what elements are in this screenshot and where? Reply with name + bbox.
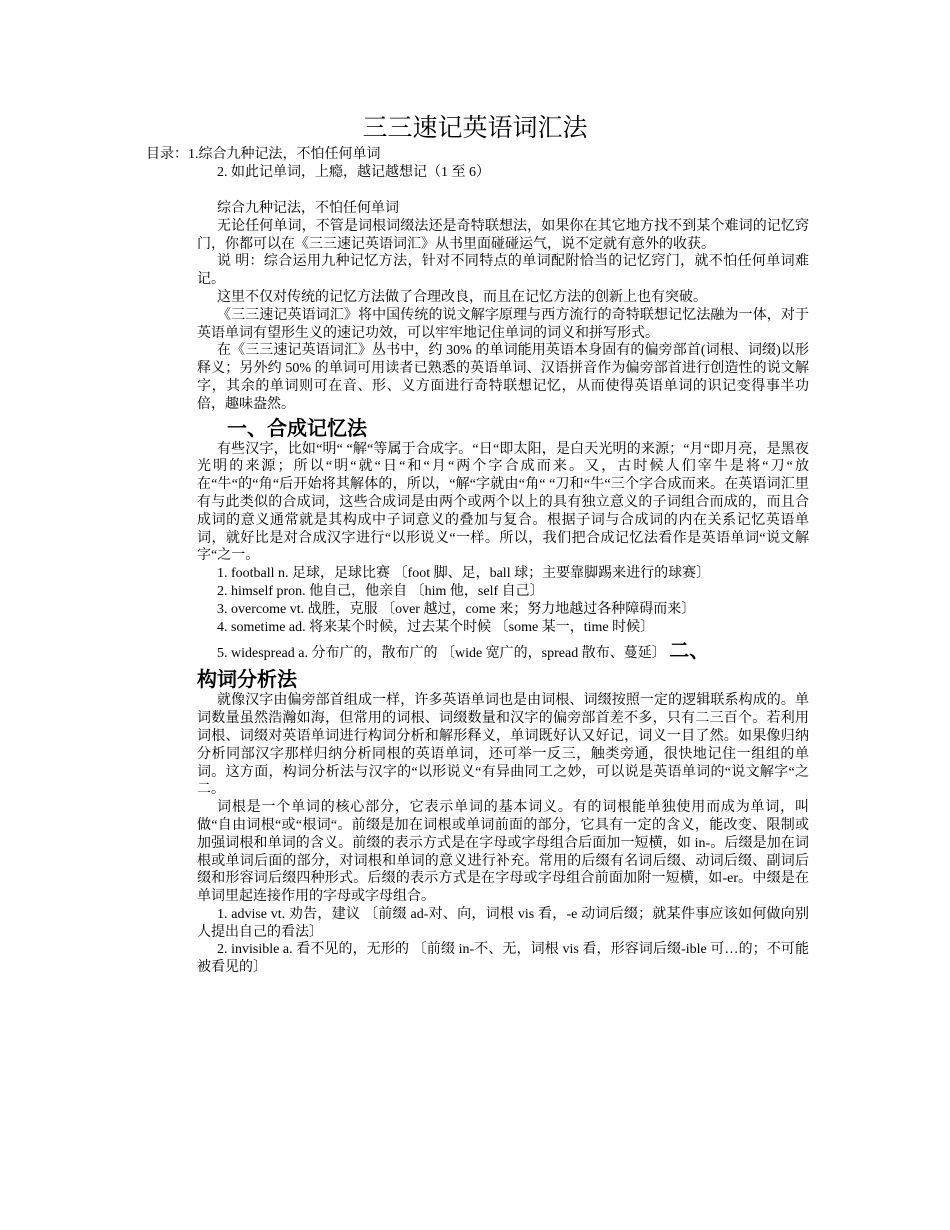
example-item: 1. advise vt. 劝告，建议 〔前缀 ad-对、向，词根 vis 看，-e 动词后缀；就某件事应该如何做向别人提出自己的看法〕 <box>197 906 809 940</box>
example-item: 5. widespread a. 分布广的，散布广的 〔wide 宽广的，spread 散布、蔓延〕 <box>217 646 666 662</box>
toc-label: 目录： <box>146 147 188 162</box>
section2-heading-part1: 二、 <box>669 638 710 663</box>
section2-heading-part2: 构词分析法 <box>197 667 297 692</box>
example-item: 3. overcome vt. 战胜，克服 〔over 越过，come 来；努力地越过各种障碍而来〕 <box>217 601 696 617</box>
example-item-with-heading <box>197 636 809 668</box>
toc-row-1 <box>146 146 806 164</box>
paragraph: 词根是一个单词的核心部分，它表示单词的基本词义。有的词根能单独使用而成为单词，叫做“自由词根“或“根词“。前缀是加在词根或单词前面的部分，它具有一定的含义，能改变、限制或加强词根和单词的含义。前缀的表示方式是在字母或字母组合后面加一短横，如 in-。后缀是加在词根或单词后面的部分，对词根和单词的意义进行补充。常用的后缀有名词后缀、动词后缀、副词后缀和形容词后缀四种形式。后缀的表示方式是在字母或字母组合前面加附一短横，如-er。中缀是在单词里起连接作用的字母或字母组合。 <box>197 800 809 905</box>
example-item: 2. invisible a. 看不见的，无形的 〔前缀 in-不、无，词根 vis 看，形容词后缀-ible 可…的；不可能被看见的〕 <box>197 942 809 976</box>
toc-item-1: 1.综合九种记法，不怕任何单词 <box>188 147 381 162</box>
example-item: 4. sometime ad. 将来某个时候，过去某个时候 〔some 某一，time 时候〕 <box>217 619 655 635</box>
document-body <box>197 200 809 977</box>
paragraph: 有些汉字，比如“明“ “解“等属于合成字。“日“即太阳，是白天光明的来源；“月“即月亮，是黑夜光明的来源；所以“明“就“日“和“月“两个字合成而来。又，古时候人们宰牛是将“刀“放在“牛“的“角“后开始将其解体的，所以，“解“字就由“角“ “刀和“牛“三个字合成而来。在英语词汇里有与此类似的合成词，这些合成词是由两个或两个以上的具有独立意义的子词组合而成的，而且合成词的意义通常就是其构成中子词意义的叠加与复合。根据子词与合成词的内在关系记忆英语单词，就好比是对合成汉字进行“以形说义“一样。所以，我们把合成记忆法看作是英语单词“说文解字“之一。 <box>197 441 809 564</box>
section1-heading: 一、合成记忆法 <box>227 415 367 440</box>
table-of-contents <box>146 146 806 182</box>
example-item: 1. football n. 足球，足球比赛 〔foot 脚、足，ball 球；主要靠脚踢来进行的球赛〕 <box>217 566 711 582</box>
paragraph: 这里不仅对传统的记忆方法做了合理改良，而且在记忆方法的创新上也有突破。 <box>217 289 707 305</box>
section0-heading: 综合九种记法，不怕任何单词 <box>217 201 399 216</box>
example-item: 2. himself pron. 他自己，他亲自 〔him 他，self 自己〕 <box>217 583 544 599</box>
paragraph: 《三三速记英语词汇》将中国传统的说文解字原理与西方流行的奇特联想记忆法融为一体，对于英语单词有望形生义的速记功效，可以牢牢地记住单词的词义和拼写形式。 <box>197 307 809 341</box>
paragraph: 说 明：综合运用九种记忆方法，针对不同特点的单词配附恰当的记忆窍门，就不怕任何单词难记。 <box>197 254 809 288</box>
paragraph: 就像汉字由偏旁部首组成一样，许多英语单词也是由词根、词缀按照一定的逻辑联系构成的。单词数量虽然浩瀚如海，但常用的词根、词缀数量和汉字的偏旁部首差不多，只有二三百个。若利用词根、词缀对英语单词进行构词分析和解形释义，单词既好认又好记，词义一目了然。如果像归纳分析同部汉字那样归纳分析同根的英语单词，还可举一反三，触类旁通，很快地记住一组组的单词。这方面，构词分析法与汉字的“以形说义“有异曲同工之妙，可以说是英语单词的“说文解字“之二。 <box>197 693 809 798</box>
document-title: 三三速记英语词汇法 <box>362 115 588 142</box>
paragraph: 在《三三速记英语词汇》丛书中，约 30% 的单词能用英语本身固有的偏旁部首(词根、词缀)以形释义；另外约 50% 的单词可用读者已熟悉的英语单词、汉语拼音作为偏旁部首进行创造性的说文解字，其余的单词则可在音、形、义方面进行奇特联想记忆，从而使得英语单词的识记变得事半功倍，趣味盎然。 <box>197 343 809 412</box>
toc-item-2: 2. 如此记单词，上瘾，越记越想记（1 至 6） <box>217 165 490 180</box>
paragraph: 无论任何单词，不管是词根词缀法还是奇特联想法，如果你在其它地方找不到某个难词的记忆窍门，你都可以在《三三速记英语词汇》从书里面碰碰运气，说不定就有意外的收获。 <box>197 218 809 252</box>
